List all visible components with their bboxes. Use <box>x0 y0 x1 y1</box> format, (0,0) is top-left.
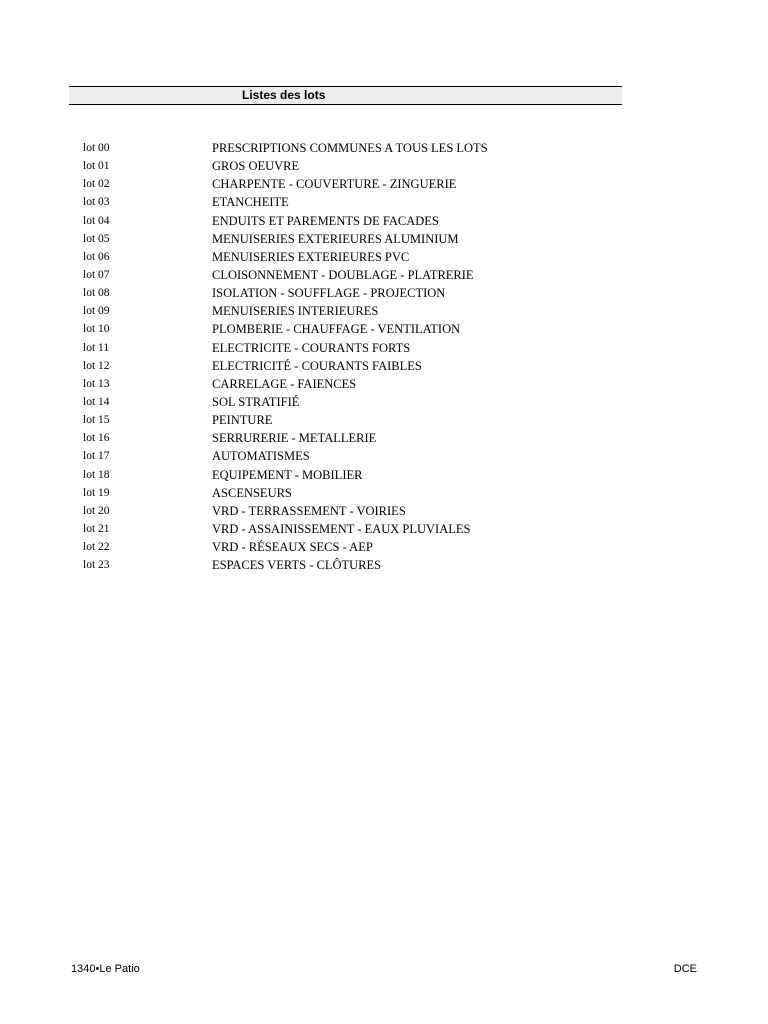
list-item <box>83 212 623 230</box>
lot-number: lot 21 <box>83 522 110 535</box>
lot-number: lot 07 <box>83 268 110 281</box>
lot-number: lot 15 <box>83 414 110 427</box>
lot-number: lot 20 <box>83 504 110 517</box>
lot-name: AUTOMATISMES <box>212 449 310 464</box>
list-item <box>83 520 623 538</box>
lot-name: ETANCHEITE <box>212 195 289 210</box>
lot-number: lot 05 <box>83 232 110 245</box>
lot-number: lot 04 <box>83 214 110 227</box>
lot-name: ISOLATION - SOUFFLAGE - PROJECTION <box>212 286 446 301</box>
lot-name: ELECTRICITE - COURANTS FORTS <box>212 340 411 355</box>
list-item <box>83 538 623 556</box>
lot-name: ESPACES VERTS - CLÔTURES <box>212 558 382 573</box>
lot-name: PLOMBERIE - CHAUFFAGE - VENTILATION <box>212 322 461 337</box>
list-item <box>83 284 623 302</box>
lot-number: lot 01 <box>83 160 110 173</box>
list-item <box>83 393 623 411</box>
list-item <box>83 230 623 248</box>
lot-name: MENUISERIES EXTERIEURES ALUMINIUM <box>212 231 459 246</box>
lot-name: EQUIPEMENT - MOBILIER <box>212 467 363 482</box>
list-item <box>83 357 623 375</box>
list-item <box>83 556 623 574</box>
lot-number: lot 12 <box>83 359 110 372</box>
lot-name: MENUISERIES INTERIEURES <box>212 304 379 319</box>
lot-number: lot 09 <box>83 305 110 318</box>
lot-name: CHARPENTE - COUVERTURE - ZINGUERIE <box>212 177 457 192</box>
lot-number: lot 03 <box>83 196 110 209</box>
list-item <box>83 193 623 211</box>
lot-number: lot 11 <box>83 341 110 354</box>
lot-number: lot 18 <box>83 468 110 481</box>
lot-name: PRESCRIPTIONS COMMUNES A TOUS LES LOTS <box>212 141 488 155</box>
list-item <box>83 175 623 193</box>
lot-number: lot 23 <box>83 559 110 572</box>
lot-number: lot 22 <box>83 541 110 554</box>
lot-number: lot 13 <box>83 377 110 390</box>
lot-name: CARRELAGE - FAIENCES <box>212 376 357 391</box>
list-item <box>83 302 623 320</box>
lot-name: MENUISERIES EXTERIEURES PVC <box>212 249 410 264</box>
lot-number: lot 17 <box>83 450 110 463</box>
list-item <box>83 339 623 357</box>
table-header-bar <box>69 86 622 105</box>
list-item <box>83 502 623 520</box>
lot-name: VRD - RÉSEAUX SECS - AEP <box>212 540 373 555</box>
list-item <box>83 411 623 429</box>
list-item <box>83 484 623 502</box>
lot-number: lot 16 <box>83 432 110 445</box>
list-item <box>83 266 623 284</box>
lot-name: VRD - TERRASSEMENT - VOIRIES <box>212 503 406 518</box>
page-title: Listes des lots <box>242 88 326 102</box>
lot-number: lot 14 <box>83 395 110 408</box>
lot-name: ASCENSEURS <box>212 485 292 500</box>
lot-number: lot 10 <box>83 323 110 336</box>
lot-name: ENDUITS ET PAREMENTS DE FACADES <box>212 213 439 228</box>
list-item <box>83 248 623 266</box>
lots-list <box>83 139 623 574</box>
lot-number: lot 02 <box>83 178 110 191</box>
list-item <box>83 157 623 175</box>
lot-number: lot 00 <box>83 142 110 154</box>
lot-name: VRD - ASSAINISSEMENT - EAUX PLUVIALES <box>212 521 471 536</box>
lot-name: CLOISONNEMENT - DOUBLAGE - PLATRERIE <box>212 267 474 282</box>
list-item <box>83 320 623 338</box>
list-item <box>83 375 623 393</box>
lot-number: lot 19 <box>83 486 110 499</box>
lot-name: ELECTRICITÉ - COURANTS FAIBLES <box>212 358 422 373</box>
lot-name: GROS OEUVRE <box>212 159 300 174</box>
list-item <box>83 429 623 447</box>
lot-name: SOL STRATIFIÉ <box>212 394 300 409</box>
list-item <box>83 139 623 157</box>
lot-number: lot 08 <box>83 287 110 300</box>
footer-project-label: 1340•Le Patio <box>71 963 140 975</box>
footer-phase-label: DCE <box>673 963 697 975</box>
lot-name: PEINTURE <box>212 413 273 428</box>
list-item <box>83 447 623 465</box>
lot-number: lot 06 <box>83 250 110 263</box>
list-item <box>83 466 623 484</box>
lot-name: SERRURERIE - METALLERIE <box>212 431 377 446</box>
